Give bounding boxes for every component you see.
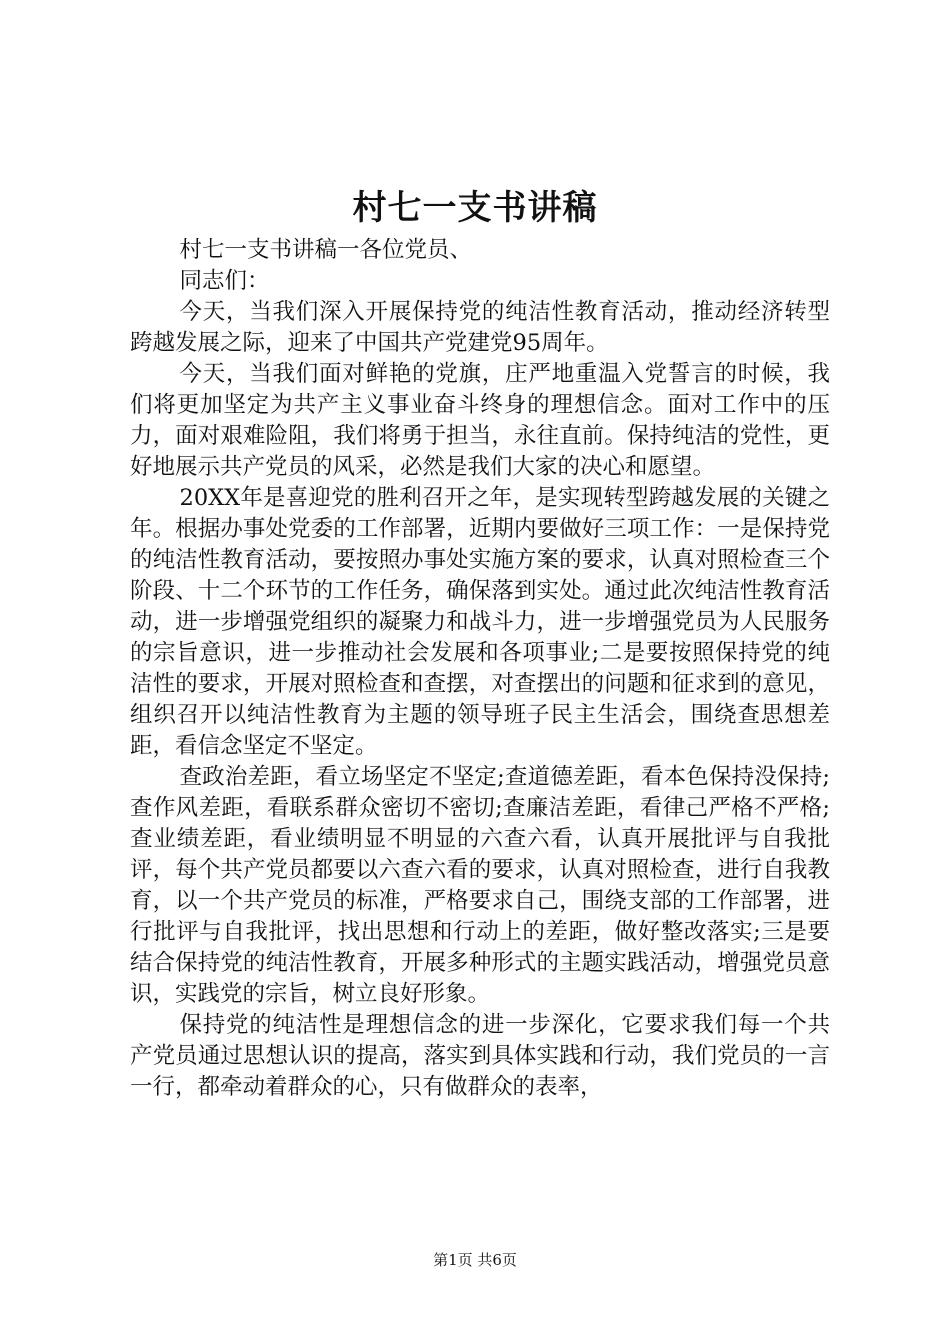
paragraph: 保持党的纯洁性是理想信念的进一步深化，它要求我们每一个共产党员通过思想认识的提高，落实到具体实践和行动，我们党员的一言一行，都牵动着群众的心，只有做群众的表率， [130,1012,830,1100]
page-title: 村七一支书讲稿 [352,188,598,228]
paragraph: 今天，当我们面对鲜艳的党旗，庄严地重温入党誓言的时候，我们将更加坚定为共产主义事业奋斗终身的理想信念。面对工作中的压力，面对艰难险阻，我们将勇于担当，永往直前。保持纯洁的党性，更好地展示共产党员的风采，必然是我们大家的决心和愿望。 [130,361,830,480]
paragraph: 同志们： [179,268,270,294]
paragraph: 20XX年是喜迎党的胜利召开之年，是实现转型跨越发展的关键之年。根据办事处党委的工作部署，近期内要做好三项工作：一是保持党的纯洁性教育活动，要按照办事处实施方案的要求，认真对照检查三个阶段、十二个环节的工作任务，确保落到实处。通过此次纯洁性教育活动，进一步增强党组织的凝聚力和战斗力，进一步增强党员为人民服务的宗旨意识，进一步推动社会发展和各项事业;二是要按照保持党的纯洁性的要求，开展对照检查和查摆，对查摆出的问题和征求到的意见，组织召开以纯洁性教育为主题的领导班子民主生活会，围绕查思想差距，看信念坚定不坚定。 [130,485,830,759]
page-footer: 第1页 共6页 [433,1251,517,1269]
paragraph: 今天，当我们深入开展保持党的纯洁性教育活动，推动经济转型跨越发展之际，迎来了中国共产党建党95周年。 [130,299,830,356]
paragraph: 村七一支书讲稿一各位党员、 [179,237,473,263]
document-body [130,235,830,1103]
paragraph: 查政治差距，看立场坚定不坚定;查道德差距，看本色保持没保持;查作风差距，看联系群众密切不密切;查廉洁差距，看律己严格不严格;查业绩差距，看业绩明显不明显的六查六看，认真开展批评与自我批评，每个共产党员都要以六查六看的要求，认真对照检查，进行自我教育，以一个共产党员的标准，严格要求自己，围绕支部的工作部署，进行批评与自我批评，找出思想和行动上的差距，做好整改落实;三是要结合保持党的纯洁性教育，开展多种形式的主题实践活动，增强党员意识，实践党的宗旨，树立良好形象。 [130,764,830,1007]
